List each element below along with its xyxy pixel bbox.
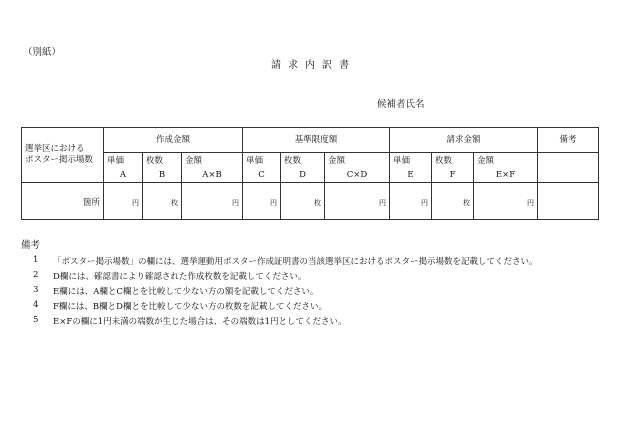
created-amount-label: 金額 <box>182 153 243 170</box>
claim-amount-header: 請求金額 <box>390 128 538 153</box>
yen-unit: 円 <box>527 198 535 207</box>
note-number: 3 <box>33 285 39 295</box>
note-text: D欄には、確認書により確認された作成枚数を記載してください。 <box>53 272 307 282</box>
symbol-f: F <box>432 169 474 183</box>
symbol-cxd: C×D <box>325 169 390 183</box>
note-text: F欄には、B欄とD欄とを比較して少ない方の枚数を記載してください。 <box>53 302 327 312</box>
created-amount-cell[interactable] <box>182 183 243 220</box>
limit-unit-price-cell[interactable] <box>243 183 281 220</box>
note-text: 「ポスター掲示場数」の欄には、選挙運動用ポスター作成証明書の当該選挙区におけるポスター掲示場数を記載してください。 <box>53 257 538 267</box>
notes-title: 備考 <box>21 240 41 251</box>
created-unit-price-cell[interactable] <box>104 183 143 220</box>
row-header-cell <box>22 128 104 183</box>
symbol-row <box>22 169 599 183</box>
note-number: 4 <box>33 300 39 310</box>
limit-unit-price-label: 単価 <box>243 153 281 170</box>
created-unit-price-label: 単価 <box>104 153 143 170</box>
note-number: 5 <box>33 315 39 325</box>
group-header-row <box>22 128 599 153</box>
note-text: E×Fの欄に1円未満の端数が生じた場合は、その端数は1円としてください。 <box>53 317 347 327</box>
sheets-unit: 枚 <box>171 198 178 207</box>
claim-sheets-label: 枚数 <box>432 153 474 170</box>
claim-breakdown-table <box>21 127 599 220</box>
limit-sheets-label: 枚数 <box>281 153 325 170</box>
limit-amount-label: 金額 <box>325 153 390 170</box>
note-number: 2 <box>33 270 39 280</box>
candidate-name-label: 候補者氏名 <box>377 99 425 110</box>
created-amount-header: 作成金額 <box>104 128 243 153</box>
yen-unit: 円 <box>270 198 277 207</box>
sheets-unit: 枚 <box>314 198 321 207</box>
data-entry-row <box>22 183 599 220</box>
yen-unit: 円 <box>232 198 239 207</box>
remarks-header: 備考 <box>538 128 599 153</box>
symbol-axb: A×B <box>182 169 243 183</box>
note-text: E欄には、A欄とC欄とを比較して少ない方の額を記載してください。 <box>53 287 319 297</box>
symbol-a: A <box>104 169 143 183</box>
remarks-sub-cell <box>538 153 599 183</box>
sub-label-row <box>22 153 599 170</box>
yen-unit: 円 <box>379 198 387 207</box>
symbol-c: C <box>243 169 281 183</box>
symbol-e: E <box>390 169 432 183</box>
claim-unit-price-cell[interactable] <box>390 183 432 220</box>
note-number: 1 <box>33 255 39 265</box>
sheets-unit: 枚 <box>463 198 471 207</box>
count-cell[interactable] <box>22 183 104 220</box>
yen-unit: 円 <box>132 198 139 207</box>
limit-amount-cell[interactable] <box>325 183 390 220</box>
row-header-line-1: 選挙区における <box>25 144 85 155</box>
count-label: 箇所 <box>82 197 100 208</box>
claim-amount-cell[interactable] <box>474 183 538 220</box>
attachment-label: （別紙） <box>23 47 62 58</box>
created-sheets-label: 枚数 <box>143 153 182 170</box>
symbol-b: B <box>143 169 182 183</box>
created-sheets-cell[interactable] <box>143 183 182 220</box>
symbol-exf: E×F <box>474 169 538 183</box>
claim-unit-price-label: 単価 <box>390 153 432 170</box>
remarks-cell[interactable] <box>538 183 599 220</box>
yen-unit: 円 <box>421 198 429 207</box>
symbol-d: D <box>281 169 325 183</box>
limit-amount-header: 基準限度額 <box>243 128 390 153</box>
claim-amount-label: 金額 <box>474 153 538 170</box>
claim-sheets-cell[interactable] <box>432 183 474 220</box>
row-header-line-2: ポスター掲示場数 <box>25 155 94 165</box>
document-title: 請求内訳書 <box>271 60 356 71</box>
limit-sheets-cell[interactable] <box>281 183 325 220</box>
